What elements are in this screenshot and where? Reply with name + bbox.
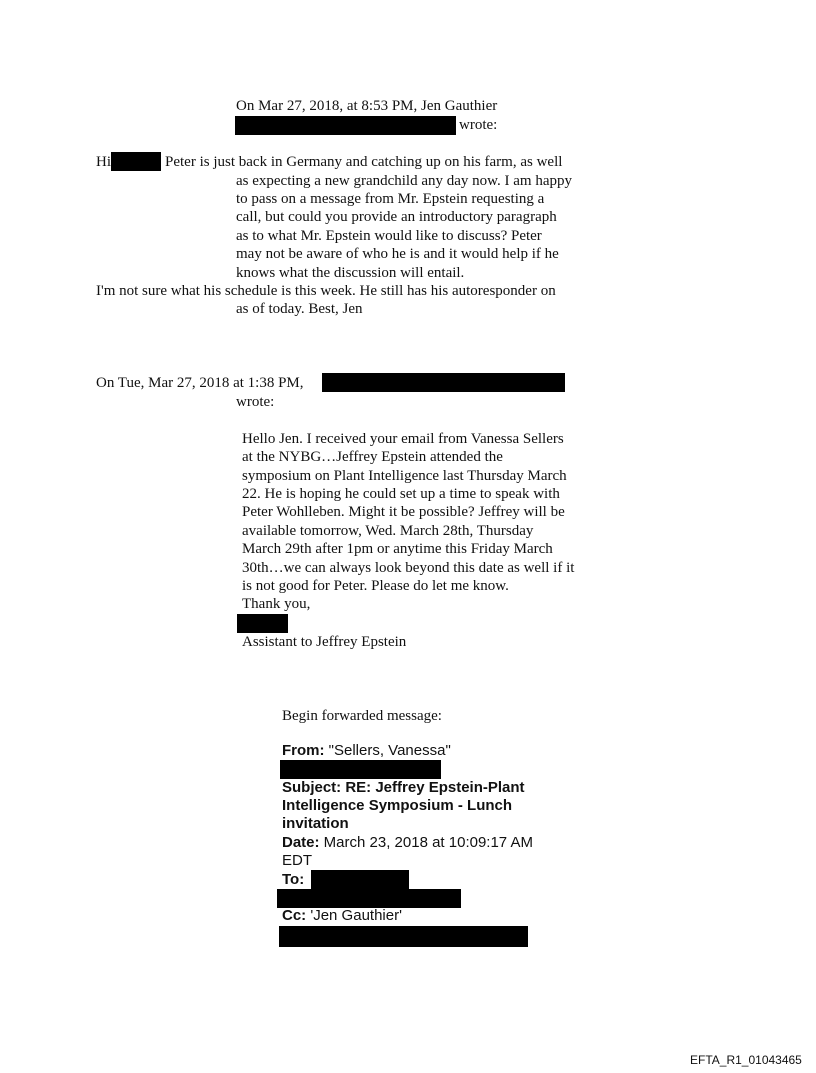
assistant-line: 22. He is hoping he could set up a time to speak with [242,486,560,502]
message-line: as to what Mr. Epstein would like to discuss? Peter [236,228,542,244]
reply-header-wrote: wrote: [459,117,498,133]
assistant-line: 30th…we can always look beyond this date as well if it [242,560,575,576]
message-line: call, but could you provide an introductory paragraph [236,209,557,225]
reply-header-line: On Mar 27, 2018, at 8:53 PM, Jen Gauthier [236,98,498,114]
cc-line [282,907,402,926]
redacted-to [311,870,409,889]
quoted-header-wrote: wrote: [236,394,275,410]
subject-line: Subject: RE: Jeffrey Epstein-Plant [282,779,525,796]
redacted-name [111,152,161,171]
subject-line: invitation [282,815,349,832]
date-label: Date: [282,834,320,851]
assistant-line: available tomorrow, Wed. March 28th, Thursday [242,523,534,539]
date-line [282,834,533,853]
date-value: March 23, 2018 at 10:09:17 AM [319,834,533,851]
redacted-sender [322,373,565,392]
message-line: to pass on a message from Mr. Epstein requesting a [236,191,545,207]
from-value: "Sellers, Vanessa" [324,742,451,759]
redacted-cc-email [279,926,528,947]
date-line-2: EDT [282,852,312,869]
assistant-line: Peter Wohlleben. Might it be possible? Jeffrey will be [242,504,565,520]
message-line: knows what the discussion will entail. [236,265,465,281]
assistant-line: is not good for Peter. Please do let me know. [242,578,509,594]
assistant-line: Thank you, [242,596,311,612]
quoted-header-line: On Tue, Mar 27, 2018 at 1:38 PM, [96,375,304,391]
document-id: EFTA_R1_01043465 [690,1053,802,1067]
redacted-to-2 [277,889,461,908]
message-line: I'm not sure what his schedule is this week. He still has his autoresponder on [96,283,556,299]
message-line: Peter is just back in Germany and catching up on his farm, as well [165,154,563,170]
redacted-from-email [280,760,441,779]
from-line [282,742,451,761]
message-line: may not be aware of who he is and it would help if he [236,246,559,262]
from-label: From: [282,742,325,759]
redacted-signature-name [237,614,288,633]
message-line: as expecting a new grandchild any day now. I am happy [236,173,572,189]
signature-title: Assistant to Jeffrey Epstein [242,634,407,650]
assistant-line: at the NYBG…Jeffrey Epstein attended the [242,449,503,465]
forward-intro: Begin forwarded message: [282,708,442,724]
message-line: as of today. Best, Jen [236,301,363,317]
cc-label: Cc: [282,907,307,924]
cc-value: 'Jen Gauthier' [306,907,402,924]
assistant-line: Hello Jen. I received your email from Vanessa Sellers [242,431,564,447]
assistant-line: symposium on Plant Intelligence last Thursday March [242,468,567,484]
to-label: To: [282,871,305,888]
greeting: Hi [96,154,111,170]
assistant-line: March 29th after 1pm or anytime this Friday March [242,541,553,557]
redacted-email [235,116,456,135]
subject-line: Intelligence Symposium - Lunch [282,797,513,814]
